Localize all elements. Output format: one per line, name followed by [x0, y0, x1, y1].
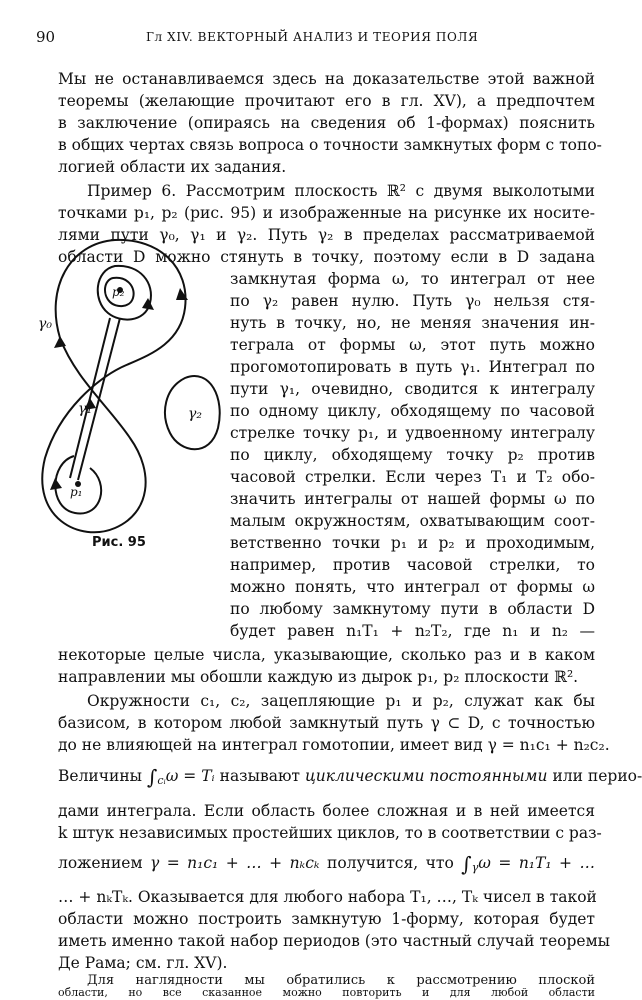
cyclic-constants-term: циклическими постоянными: [304, 767, 548, 785]
example6-narrow-line: теграла от формы ω, этот путь можно: [230, 336, 595, 354]
paragraph6-line: области, но все сказанное можно повторить и для любой области: [58, 986, 595, 999]
paragraph5-line: Де Рама; см. гл. XV).: [58, 954, 228, 972]
paragraph3-line: базисом, в котором любой замкнутый путь γ ⊂ D, с точностью: [58, 714, 595, 732]
example6-narrow-line: значить интегралы от нашей формы ω по: [230, 490, 595, 508]
figure-95: [20, 228, 230, 548]
paragraph5-line: области можно построить замкнутую 1-форму, которая будет: [58, 910, 595, 928]
periods-post: или перио-: [552, 767, 642, 785]
example6-narrow-line: можно понять, что интеграл от формы ω: [230, 578, 595, 596]
paragraph6-line: Для наглядности мы обратились к рассмотрению плоской: [87, 973, 595, 988]
example6-line: лями пути γ₀, γ₁ и γ₂. Путь γ₂ в пределах рассматриваемой: [58, 226, 595, 244]
integral-subscript: γ: [471, 861, 479, 874]
label-gamma0: γ₀: [38, 316, 52, 332]
decomp-pre: ложением: [58, 854, 143, 872]
paragraph4-line: k штук независимых простейших циклов, то в соответствии с раз-: [58, 824, 602, 842]
example6-narrow-line: по любому замкнутому пути в области D: [230, 600, 595, 618]
figure-caption: Рис. 95: [92, 535, 146, 550]
page-number: 90: [36, 28, 56, 46]
example6-line: Пример 6. Рассмотрим плоскость ℝ² с двумя выколотыми: [87, 182, 595, 200]
periods-pre: Величины: [58, 767, 142, 785]
arrow-gamma1: [142, 298, 154, 310]
periods-mid: называют: [219, 767, 301, 785]
example6-narrow-line: ветственно точки p₁ и p₂ и проходимым,: [230, 534, 595, 552]
periods-formula: ω = Tᵢ: [165, 767, 215, 785]
paragraph1-line: Мы не останавливаемся здесь на доказательстве этой важной: [58, 70, 595, 88]
paragraph1-line: в общих чертах связь вопроса о точности замкнутых форм с топо-: [58, 136, 602, 154]
arrow-gamma1-bottom: [50, 478, 62, 490]
label-gamma1: γ₁: [78, 401, 92, 417]
page-header: [28, 28, 600, 48]
decomp-formula: γ = n₁c₁ + … + nₖcₖ: [149, 854, 320, 872]
decomp-conj: что: [425, 854, 454, 872]
example6-narrow-line: по циклу, обходящему точку p₂ против: [230, 446, 595, 464]
label-gamma2: γ₂: [188, 406, 202, 422]
periods-line: [58, 765, 642, 792]
example6-narrow-line: пути γ₁, очевидно, сводится к интегралу: [230, 380, 595, 398]
example6-tail-line: некоторые целые числа, указывающие, сколько раз и в каком: [58, 646, 595, 664]
integral-result: ω = n₁T₁ + …: [478, 854, 595, 872]
example6-narrow-line: часовой стрелки. Если через T₁ и T₂ обо-: [230, 468, 595, 486]
paragraph1-line: логией области их задания.: [58, 158, 287, 176]
example6-narrow-line: будет равен n₁T₁ + n₂T₂, где n₁ и n₂ —: [230, 622, 595, 640]
integral-sign: $\int_{cᵢ}$: [146, 765, 166, 789]
paragraph3-line: Окружности c₁, c₂, зацепляющие p₁ и p₂, служат как бы: [87, 692, 595, 710]
paragraph5-line: иметь именно такой набор периодов (это частный случай теоремы: [58, 932, 610, 950]
label-p1: p₁: [70, 485, 83, 499]
integral-subscript: cᵢ: [157, 774, 166, 787]
example6-line: точками p₁, p₂ (рис. 95) и изображенные на рисунке их носите-: [58, 204, 595, 222]
example6-tail-line: направлении мы обошли каждую из дырок p₁, p₂ плоскости ℝ².: [58, 668, 579, 686]
paragraph1-line: в заключение (опираясь на сведения об 1-формах) пояснить: [58, 114, 595, 132]
example6-narrow-line: малым окружностям, охватывающим соот-: [230, 512, 595, 530]
decomposition-line: [58, 852, 595, 879]
example6-narrow-line: нуть в точку, но, не меняя значения ин-: [230, 314, 595, 332]
label-p2: p₂: [112, 285, 125, 299]
example6-narrow-line: стрелке точку p₁, и удвоенному интегралу: [230, 424, 595, 442]
integral-sign: $\int_\gamma$: [461, 852, 479, 876]
example6-narrow-line: замкнутая форма ω, то интеграл от нее: [230, 270, 595, 288]
example6-narrow-line: по γ₂ равен нулю. Путь γ₀ нельзя стя-: [230, 292, 595, 310]
paragraph4-line: дами интеграла. Если область более сложная и в ней имеется: [58, 802, 595, 820]
paragraph5-line: … + nₖTₖ. Оказывается для любого набора T₁, …, Tₖ чисел в такой: [58, 888, 597, 906]
example6-narrow-line: прогомотопировать в путь γ₁. Интеграл по: [230, 358, 595, 376]
paragraph3-line: до не влияющей на интеграл гомотопии, имеет вид γ = n₁c₁ + n₂c₂.: [58, 736, 610, 754]
arrow-gamma0: [54, 336, 66, 348]
decomp-mid: получится,: [327, 854, 419, 872]
example6-line: области D можно стянуть в точку, поэтому если в D задана: [58, 248, 595, 266]
path-gamma1-stem-b: [78, 318, 120, 480]
path-gamma0: [42, 240, 185, 532]
running-head: Гл XIV. ВЕКТОРНЫЙ АНАЛИЗ И ТЕОРИЯ ПОЛЯ: [146, 30, 479, 44]
example6-narrow-line: по одному циклу, обходящему по часовой: [230, 402, 595, 420]
example6-narrow-line: например, против часовой стрелки, то: [230, 556, 595, 574]
paragraph1-line: теоремы (желающие прочитают его в гл. XV), а предпочтем: [58, 92, 595, 110]
